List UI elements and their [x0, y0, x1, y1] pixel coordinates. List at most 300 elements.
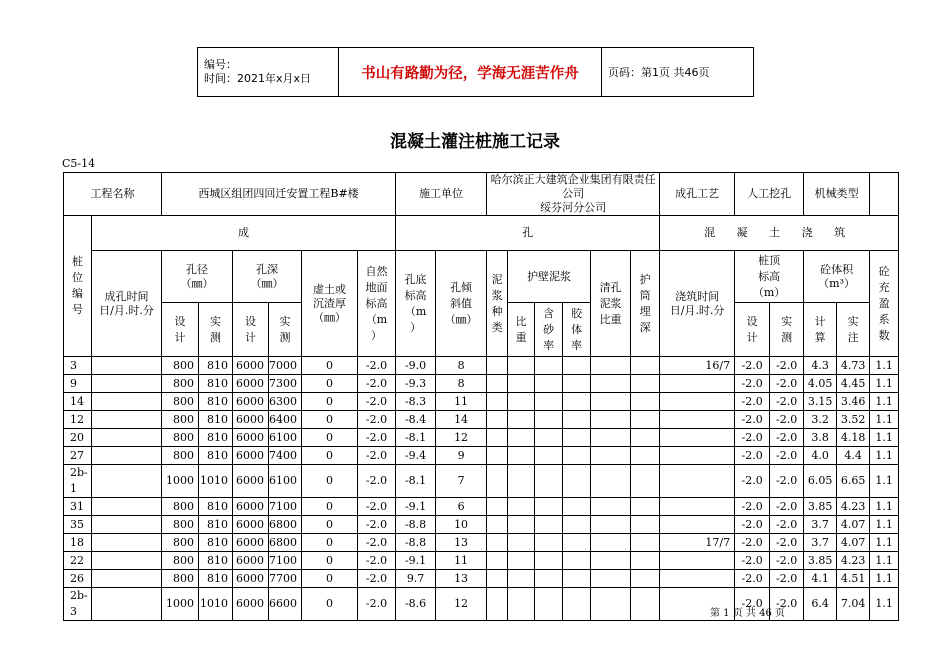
casing-depth-cell: [631, 552, 660, 570]
tilt-cell: 8: [436, 375, 487, 393]
hole-time-cell: [92, 516, 162, 534]
specific-gravity-cell: [508, 498, 535, 516]
depth-design-cell: 6000: [233, 393, 269, 411]
diameter-design-cell: 800: [162, 411, 199, 429]
bottom-elev-cell: -8.4: [396, 411, 436, 429]
hole-time-header: [92, 251, 162, 357]
ground-elev-line: 自然: [365, 264, 388, 278]
sand-rate-cell: [535, 411, 563, 429]
fill-coef-header: [870, 251, 899, 357]
tilt-cell: 10: [436, 516, 487, 534]
pour-time-cell: [660, 393, 735, 411]
sub-char: 注: [847, 330, 859, 344]
table-row: [64, 447, 899, 465]
pile-no-cell: 3: [64, 357, 92, 375]
volume-header: [804, 251, 870, 303]
pile-no-char: 桩: [72, 255, 83, 268]
page-indicator: 页码：第1页 共46页: [602, 48, 754, 97]
depth-measured-cell: 6800: [269, 534, 302, 552]
top-design-cell: -2.0: [735, 411, 770, 429]
pile-no-cell: 26: [64, 570, 92, 588]
top-design-cell: -2.0: [735, 447, 770, 465]
ground-elev-cell: -2.0: [358, 411, 396, 429]
depth-design-cell: 6000: [233, 375, 269, 393]
depth-measured-cell: 7400: [269, 447, 302, 465]
diameter-design-cell: 800: [162, 357, 199, 375]
sand-rate-header: [535, 303, 563, 357]
volume-actual-cell: 4.4: [837, 447, 870, 465]
ground-elev-line: ）: [371, 328, 383, 342]
header-row-2: [64, 251, 899, 303]
sediment-cell: 0: [302, 570, 358, 588]
casing-depth-header: [631, 251, 660, 357]
sub-char: 重: [515, 330, 527, 344]
diameter-measured-cell: 810: [199, 393, 233, 411]
project-name-label: 工程名称: [64, 173, 162, 216]
colloid-rate-cell: [563, 534, 591, 552]
tilt-cell: 12: [436, 588, 487, 621]
top-measured-cell: -2.0: [770, 516, 804, 534]
sub-char: 胶: [571, 306, 583, 320]
clean-slurry-cell: [591, 393, 631, 411]
slurry-type-char: 浆: [491, 288, 503, 302]
specific-gravity-cell: [508, 552, 535, 570]
depth-design-cell: 6000: [233, 498, 269, 516]
sand-rate-cell: [535, 588, 563, 621]
pile-no-char: 编: [72, 287, 83, 300]
header-meta: [198, 48, 339, 97]
bottom-elev-cell: -9.3: [396, 375, 436, 393]
sub-char: 设: [746, 314, 758, 328]
fill-coef-char: 充: [878, 280, 890, 294]
sand-rate-cell: [535, 570, 563, 588]
specific-gravity-cell: [508, 447, 535, 465]
table-row: [64, 570, 899, 588]
ground-elev-line: 地面: [365, 280, 388, 294]
fill-coef-char: 数: [878, 328, 890, 342]
page-footer: 第 1 页 共 46 页: [710, 608, 785, 619]
clean-slurry-cell: [591, 465, 631, 498]
process-label: 成孔工艺: [660, 173, 735, 216]
casing-depth-cell: [631, 447, 660, 465]
slurry-type-cell: [487, 516, 508, 534]
top-measured-header: [770, 303, 804, 357]
volume-calc-cell: 4.3: [804, 357, 837, 375]
wall-slurry-header: 护壁泥浆: [508, 251, 591, 303]
volume-actual-cell: 4.23: [837, 498, 870, 516]
hole-time-cell: [92, 357, 162, 375]
specific-gravity-cell: [508, 429, 535, 447]
diameter-measured-cell: 810: [199, 447, 233, 465]
diameter-design-cell: 800: [162, 498, 199, 516]
project-name-value: 西城区组团四回迁安置工程B#楼: [162, 173, 396, 216]
diameter-label: 孔径: [186, 262, 208, 276]
pile-no-header: [64, 216, 92, 357]
pour-time-cell: [660, 552, 735, 570]
document-header: [197, 47, 754, 97]
fill-coef-cell: 1.1: [870, 411, 899, 429]
sand-rate-cell: [535, 552, 563, 570]
table-row: [64, 516, 899, 534]
top-measured-cell: -2.0: [770, 411, 804, 429]
slurry-type-char: 泥: [491, 272, 503, 286]
sediment-cell: 0: [302, 588, 358, 621]
sub-char: 实: [847, 314, 859, 328]
casing-depth-cell: [631, 570, 660, 588]
specific-gravity-cell: [508, 465, 535, 498]
volume-actual-cell: 4.51: [837, 570, 870, 588]
tilt-cell: 6: [436, 498, 487, 516]
depth-measured-cell: 7100: [269, 498, 302, 516]
bottom-elev-line: （m: [404, 304, 427, 318]
sand-rate-cell: [535, 516, 563, 534]
top-design-cell: -2.0: [735, 393, 770, 411]
top-design-header: [735, 303, 770, 357]
ground-elev-cell: -2.0: [358, 357, 396, 375]
tilt-cell: 11: [436, 393, 487, 411]
hole-time-cell: [92, 570, 162, 588]
top-design-cell: -2.0: [735, 570, 770, 588]
depth-measured-cell: 6300: [269, 393, 302, 411]
pour-time-cell: [660, 429, 735, 447]
bottom-elev-cell: -9.1: [396, 552, 436, 570]
top-elev-header: [735, 251, 804, 303]
hole-time-cell: [92, 534, 162, 552]
bottom-elev-line: 标高: [404, 288, 427, 302]
sub-char: 含: [543, 306, 555, 320]
depth-measured-cell: 6100: [269, 465, 302, 498]
sub-char: 测: [781, 330, 793, 344]
colloid-rate-cell: [563, 411, 591, 429]
top-measured-cell: -2.0: [770, 447, 804, 465]
sand-rate-cell: [535, 429, 563, 447]
volume-calc-cell: 3.85: [804, 552, 837, 570]
sediment-cell: 0: [302, 429, 358, 447]
depth-unit: （㎜）: [250, 276, 284, 290]
top-measured-cell: -2.0: [770, 570, 804, 588]
casing-depth-cell: [631, 588, 660, 621]
volume-calc-cell: 3.85: [804, 498, 837, 516]
bottom-elev-cell: -8.8: [396, 534, 436, 552]
specific-gravity-cell: [508, 357, 535, 375]
volume-actual-cell: 4.45: [837, 375, 870, 393]
top-design-cell: -2.0: [735, 465, 770, 498]
clean-slurry-cell: [591, 447, 631, 465]
clean-slurry-cell: [591, 375, 631, 393]
diameter-design-cell: 800: [162, 570, 199, 588]
volume-calc-cell: 6.4: [804, 588, 837, 621]
sub-char: 实: [781, 314, 793, 328]
casing-depth-cell: [631, 393, 660, 411]
sediment-line: 沉渣厚: [313, 296, 346, 310]
sand-rate-cell: [535, 498, 563, 516]
sediment-unit: （㎜）: [313, 310, 346, 324]
slurry-type-cell: [487, 588, 508, 621]
tilt-cell: 8: [436, 357, 487, 375]
fill-coef-cell: 1.1: [870, 552, 899, 570]
top-design-cell: -2.0: [735, 516, 770, 534]
depth-measured-cell: 7100: [269, 552, 302, 570]
ground-elev-line: （m: [365, 312, 388, 326]
specific-gravity-header: [508, 303, 535, 357]
casing-depth-cell: [631, 465, 660, 498]
sand-rate-cell: [535, 357, 563, 375]
casing-depth-cell: [631, 411, 660, 429]
pile-no-cell: 9: [64, 375, 92, 393]
pour-time-cell: [660, 516, 735, 534]
colloid-rate-cell: [563, 570, 591, 588]
pour-time-cell: 16/7: [660, 357, 735, 375]
depth-measured-cell: 6600: [269, 588, 302, 621]
fill-coef-char: 盈: [878, 296, 890, 310]
depth-design-cell: 6000: [233, 588, 269, 621]
sand-rate-cell: [535, 393, 563, 411]
hole-time-cell: [92, 429, 162, 447]
bottom-elev-line: ）: [410, 320, 422, 334]
fill-coef-cell: 1.1: [870, 498, 899, 516]
sediment-cell: 0: [302, 411, 358, 429]
pile-no-cell: 2b-3: [64, 588, 92, 621]
sediment-cell: 0: [302, 516, 358, 534]
table-row: [64, 552, 899, 570]
depth-measured-cell: 7000: [269, 357, 302, 375]
ground-elev-cell: -2.0: [358, 447, 396, 465]
sub-char: 设: [245, 314, 256, 328]
diameter-header: [162, 251, 233, 303]
fill-coef-cell: 1.1: [870, 447, 899, 465]
sub-char: 测: [210, 330, 221, 344]
colloid-rate-cell: [563, 375, 591, 393]
volume-calc-cell: 4.0: [804, 447, 837, 465]
bottom-elev-cell: -8.1: [396, 429, 436, 447]
casing-char: 护: [639, 272, 651, 286]
casing-depth-cell: [631, 534, 660, 552]
diameter-measured-cell: 810: [199, 570, 233, 588]
group-pour: 混 凝 土 浇 筑: [660, 216, 899, 251]
ground-elev-cell: -2.0: [358, 552, 396, 570]
table-row: [64, 429, 899, 447]
top-elev-line: 桩顶: [758, 253, 781, 267]
fill-coef-char: 系: [878, 312, 890, 326]
pile-no-cell: 35: [64, 516, 92, 534]
pour-time-cell: [660, 498, 735, 516]
tilt-cell: 7: [436, 465, 487, 498]
depth-design-cell: 6000: [233, 357, 269, 375]
table-row: [64, 357, 899, 375]
top-measured-cell: -2.0: [770, 498, 804, 516]
bottom-elev-cell: -8.8: [396, 516, 436, 534]
sediment-cell: 0: [302, 498, 358, 516]
slurry-type-cell: [487, 429, 508, 447]
volume-actual-cell: 4.18: [837, 429, 870, 447]
top-design-cell: -2.0: [735, 375, 770, 393]
sub-char: 计: [814, 314, 826, 328]
slurry-type-cell: [487, 498, 508, 516]
bottom-elev-cell: 9.7: [396, 570, 436, 588]
slurry-type-cell: [487, 570, 508, 588]
construction-unit-value: [487, 173, 660, 216]
tilt-line: 斜值: [450, 296, 473, 310]
sub-char: 算: [814, 330, 826, 344]
hole-time-cell: [92, 552, 162, 570]
diameter-design-cell: 800: [162, 552, 199, 570]
pour-time-cell: 17/7: [660, 534, 735, 552]
fill-coef-cell: 1.1: [870, 516, 899, 534]
pile-record-table: [63, 172, 899, 621]
volume-calc-cell: 4.1: [804, 570, 837, 588]
clean-slurry-cell: [591, 357, 631, 375]
depth-design-cell: 6000: [233, 411, 269, 429]
ground-elev-cell: -2.0: [358, 516, 396, 534]
sediment-cell: 0: [302, 465, 358, 498]
unit-value-line-1: 哈尔滨正大建筑企业集团有限责任公司: [490, 173, 656, 200]
table-row: [64, 375, 899, 393]
depth-header: [233, 251, 302, 303]
casing-depth-cell: [631, 429, 660, 447]
pour-time-cell: [660, 411, 735, 429]
sub-char: 设: [174, 314, 186, 328]
ground-elev-cell: -2.0: [358, 465, 396, 498]
diameter-measured-cell: 810: [199, 516, 233, 534]
clean-slurry-cell: [591, 552, 631, 570]
diameter-measured-cell: 1010: [199, 588, 233, 621]
depth-label: 孔深: [256, 262, 278, 276]
table-row: [64, 465, 899, 498]
colloid-rate-cell: [563, 498, 591, 516]
hole-time-cell: [92, 465, 162, 498]
diameter-measured-cell: 810: [199, 357, 233, 375]
pour-time-cell: [660, 465, 735, 498]
clean-slurry-header: [591, 251, 631, 357]
pour-time-line: 浇筑时间: [675, 289, 720, 303]
volume-actual-cell: 3.52: [837, 411, 870, 429]
machine-type-label: 机械类型: [804, 173, 870, 216]
top-measured-cell: -2.0: [770, 357, 804, 375]
slurry-type-cell: [487, 411, 508, 429]
depth-design-cell: 6000: [233, 516, 269, 534]
pile-no-cell: 22: [64, 552, 92, 570]
pour-time-cell: [660, 570, 735, 588]
hole-time-cell: [92, 393, 162, 411]
unit-value-line-2: 绥芬河分公司: [540, 201, 607, 214]
bottom-elev-cell: -9.0: [396, 357, 436, 375]
top-measured-cell: -2.0: [770, 393, 804, 411]
clean-slurry-cell: [591, 411, 631, 429]
casing-depth-cell: [631, 357, 660, 375]
header-row-1: [64, 216, 899, 251]
ground-elev-cell: -2.0: [358, 375, 396, 393]
depth-design-cell: 6000: [233, 447, 269, 465]
ground-elev-cell: -2.0: [358, 534, 396, 552]
depth-measured-cell: 6800: [269, 516, 302, 534]
colloid-rate-cell: [563, 429, 591, 447]
tilt-cell: 14: [436, 411, 487, 429]
tilt-cell: 12: [436, 429, 487, 447]
record-rows: [64, 357, 899, 621]
sub-char: 率: [543, 338, 555, 352]
specific-gravity-cell: [508, 393, 535, 411]
diameter-design-cell: 800: [162, 393, 199, 411]
pile-no-cell: 14: [64, 393, 92, 411]
header-motto: 书山有路勤为径，学海无涯苦作舟: [339, 48, 602, 97]
colloid-rate-cell: [563, 588, 591, 621]
sub-char: 测: [279, 330, 291, 344]
bottom-elev-cell: -8.6: [396, 588, 436, 621]
sub-char: 砂: [543, 322, 555, 336]
depth-design-cell: 6000: [233, 429, 269, 447]
specific-gravity-cell: [508, 516, 535, 534]
diameter-design-cell: 800: [162, 375, 199, 393]
tilt-cell: 11: [436, 552, 487, 570]
diameter-measured-cell: 810: [199, 534, 233, 552]
machine-type-value: [870, 173, 899, 216]
slurry-type-cell: [487, 534, 508, 552]
fill-coef-cell: 1.1: [870, 429, 899, 447]
specific-gravity-cell: [508, 411, 535, 429]
volume-calc-header: [804, 303, 837, 357]
volume-actual-cell: 4.23: [837, 552, 870, 570]
diameter-design-cell: 800: [162, 447, 199, 465]
tilt-line: 孔倾: [450, 280, 473, 294]
slurry-type-cell: [487, 357, 508, 375]
sand-rate-cell: [535, 447, 563, 465]
pile-no-char: 位: [72, 271, 83, 284]
volume-calc-cell: 3.7: [804, 516, 837, 534]
pour-time-cell: [660, 447, 735, 465]
pile-no-cell: 27: [64, 447, 92, 465]
diameter-measured-cell: 810: [199, 498, 233, 516]
top-measured-cell: -2.0: [770, 534, 804, 552]
colloid-rate-cell: [563, 465, 591, 498]
sediment-line: 虚土或: [313, 282, 346, 296]
volume-calc-cell: 3.15: [804, 393, 837, 411]
casing-char: 深: [639, 320, 651, 334]
hole-time-line: 日/月.时.分: [99, 303, 154, 317]
fill-coef-cell: 1.1: [870, 465, 899, 498]
colloid-rate-cell: [563, 393, 591, 411]
ground-elev-line: 标高: [365, 296, 388, 310]
diameter-measured-cell: 810: [199, 552, 233, 570]
clean-slurry-cell: [591, 516, 631, 534]
specific-gravity-cell: [508, 375, 535, 393]
volume-calc-cell: 3.2: [804, 411, 837, 429]
depth-design-header: [233, 303, 269, 357]
volume-actual-cell: 7.04: [837, 588, 870, 621]
casing-char: 埋: [639, 304, 651, 318]
volume-calc-cell: 4.05: [804, 375, 837, 393]
bottom-elev-header: [396, 251, 436, 357]
hole-time-line: 成孔时间: [104, 289, 149, 303]
project-info-row: [64, 173, 899, 216]
ground-elev-cell: -2.0: [358, 393, 396, 411]
sand-rate-cell: [535, 534, 563, 552]
casing-depth-cell: [631, 375, 660, 393]
top-design-cell: -2.0: [735, 498, 770, 516]
slurry-type-header: [487, 251, 508, 357]
fill-coef-char: 砼: [878, 264, 890, 278]
bottom-elev-cell: -9.1: [396, 498, 436, 516]
ground-elev-cell: -2.0: [358, 429, 396, 447]
volume-actual-cell: 4.07: [837, 534, 870, 552]
depth-measured-cell: 6100: [269, 429, 302, 447]
ground-elev-cell: -2.0: [358, 498, 396, 516]
pile-no-cell: 18: [64, 534, 92, 552]
group-kong: 孔: [396, 216, 660, 251]
sub-char: 计: [746, 330, 758, 344]
slurry-type-cell: [487, 375, 508, 393]
depth-measured-header: [269, 303, 302, 357]
hole-time-cell: [92, 498, 162, 516]
